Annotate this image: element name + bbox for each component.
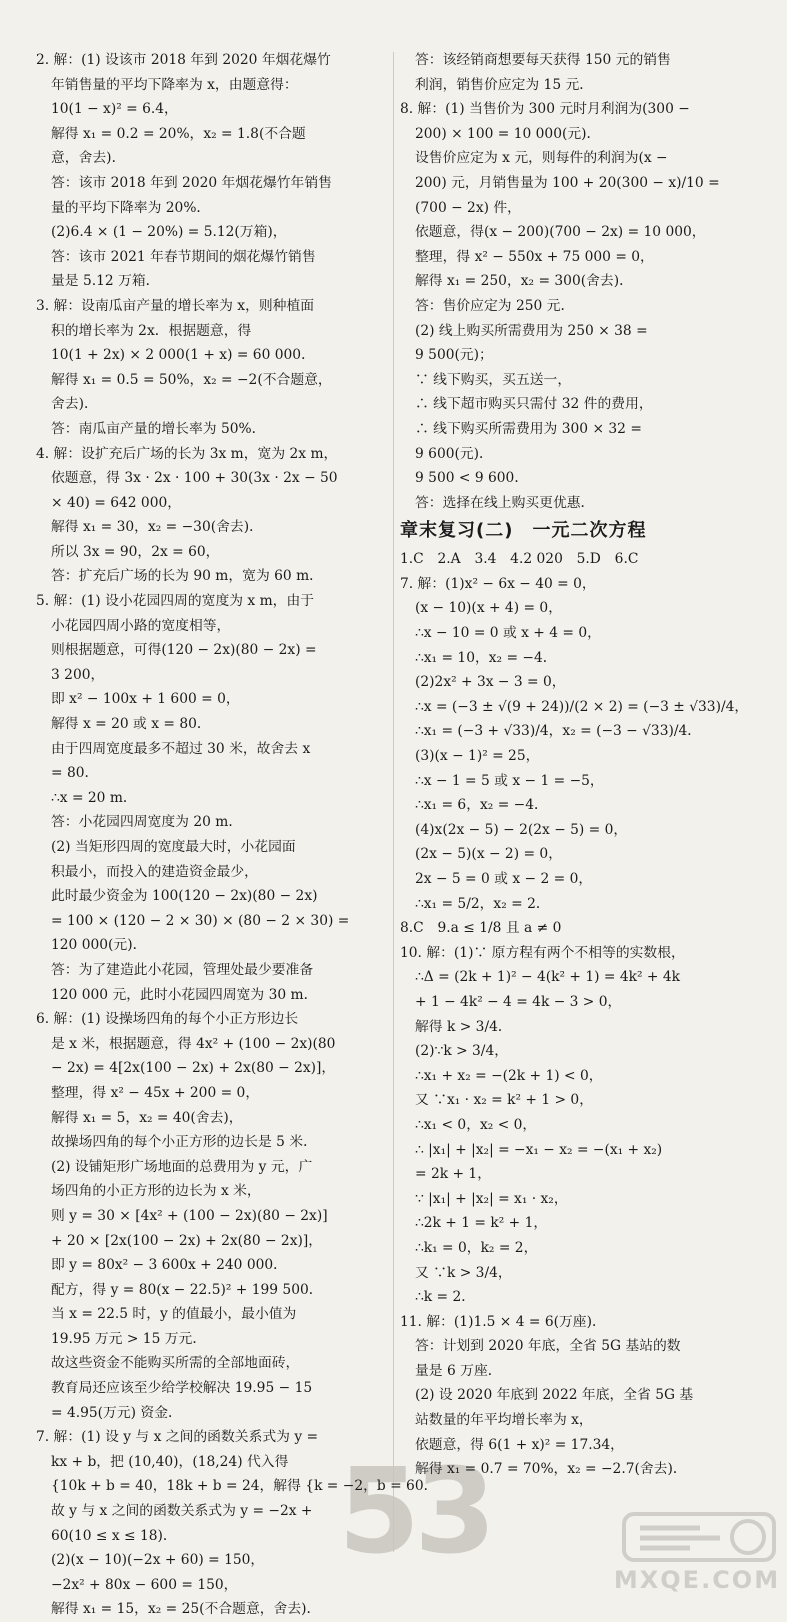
text-line: 量是 6 万座． bbox=[415, 1362, 502, 1379]
text-line: (2)6.4 × (1 − 20%) = 5.12(万箱)， bbox=[51, 224, 287, 241]
text-line: 解得 x₁ = 30，x₂ = −30(舍去)． bbox=[51, 519, 263, 536]
text-line: kx + b，把 (10,40)，(18,24) 代入得 bbox=[51, 1453, 289, 1470]
text-line: 4. 解：设扩充后广场的长为 3x m，宽为 2x m， bbox=[36, 445, 338, 462]
text-line: 当 x = 22.5 时，y 的值最小，最小值为 bbox=[51, 1306, 297, 1323]
text-line: 解得 x₁ = 0.7 = 70%，x₂ = −2.7(舍去)． bbox=[415, 1461, 687, 1478]
text-line: ∴x₁ = 6，x₂ = −4． bbox=[415, 797, 548, 814]
text-line: 量是 5.12 万箱． bbox=[51, 273, 160, 290]
right-column bbox=[400, 48, 752, 1482]
text-line: ∴x − 1 = 5 或 x − 1 = −5， bbox=[415, 772, 604, 789]
text-line: 7. 解：(1) 设 y 与 x 之间的函数关系式为 y = bbox=[36, 1429, 319, 1446]
text-line: (700 − 2x) 件， bbox=[415, 199, 521, 216]
text-line: ∴x − 10 = 0 或 x + 4 = 0， bbox=[415, 625, 601, 642]
text-line: 设售价应定为 x 元，则每件的利润为(x − bbox=[415, 150, 668, 167]
text-line: 意，舍去)． bbox=[51, 150, 126, 167]
text-line: 3. 解：设南瓜亩产量的增长率为 x，则种植面 bbox=[36, 297, 315, 314]
text-line: + 1 − 4k² − 4 = 4k − 3 > 0， bbox=[415, 993, 622, 1010]
text-line: 答：该市 2018 年到 2020 年烟花爆竹年销售 bbox=[51, 174, 332, 191]
text-line: (2) 线上购买所需费用为 250 × 38 = bbox=[415, 322, 648, 339]
text-line: 依题意，得 6(1 + x)² = 17.34， bbox=[415, 1436, 624, 1453]
text-line: (2)∵k > 3/4， bbox=[415, 1043, 509, 1060]
text-line: ∴x₁ < 0，x₂ < 0， bbox=[415, 1116, 537, 1133]
text-line: 10. 解：(1)∵ 原方程有两个不相等的实数根， bbox=[400, 944, 685, 961]
text-line: 6. 解：(1) 设操场四角的每个小正方形边长 bbox=[36, 1011, 299, 1028]
text-line: 10(1 − x)² = 6.4， bbox=[51, 101, 178, 118]
text-line: ∴ |x₁| + |x₂| = −x₁ − x₂ = −(x₁ + x₂) bbox=[415, 1141, 663, 1158]
text-line: ∴x = (−3 ± √(9 + 24))/(2 × 2) = (−3 ± √33)/4， bbox=[415, 698, 749, 715]
text-line: 积的增长率为 2x．根据题意，得 bbox=[51, 322, 252, 339]
text-line: ∴ 线下购买所需费用为 300 × 32 = bbox=[415, 420, 642, 437]
text-line: ∵ |x₁| + |x₂| = x₁ · x₂， bbox=[415, 1190, 568, 1207]
text-line: 解得 x₁ = 0.2 = 20%，x₂ = 1.8(不合题 bbox=[51, 125, 306, 142]
text-line: 依题意，得 3x · 2x · 100 + 30(3x · 2x − 50 bbox=[51, 470, 338, 487]
text-line: 8.C 9.a ≤ 1/8 且 a ≠ 0 bbox=[400, 920, 562, 937]
text-line: 答：计划到 2020 年底，全省 5G 基站的数 bbox=[415, 1338, 681, 1355]
watermark-logo-icon bbox=[620, 1508, 780, 1566]
text-line: 120 000(元)． bbox=[51, 937, 147, 954]
text-line: 依题意，得(x − 200)(700 − 2x) = 10 000， bbox=[415, 224, 706, 241]
text-line: 此时最少资金为 100(120 − 2x)(80 − 2x) bbox=[51, 888, 318, 905]
text-line: 1.C 2.A 3.4 4.2 020 5.D 6.C bbox=[400, 551, 639, 568]
text-line: ∴x₁ = 5/2，x₂ = 2． bbox=[415, 895, 550, 912]
text-line: 小花园四周小路的宽度相等， bbox=[51, 617, 231, 634]
text-line: 解得 x = 20 或 x = 80． bbox=[51, 716, 211, 733]
text-line: 答：小花园四周宽度为 20 m． bbox=[51, 814, 243, 831]
text-line: = 80． bbox=[51, 765, 99, 782]
text-line: 站数量的年平均增长率为 x， bbox=[415, 1412, 593, 1429]
text-line: 配方，得 y = 80(x − 22.5)² + 199 500． bbox=[51, 1281, 323, 1298]
text-line: 2. 解：(1) 设该市 2018 年到 2020 年烟花爆竹 bbox=[36, 52, 331, 68]
watermark bbox=[612, 1508, 782, 1596]
text-line: 答：扩充后广场的长为 90 m，宽为 60 m． bbox=[51, 568, 323, 585]
text-line: (3)(x − 1)² = 25， bbox=[415, 748, 540, 765]
text-line: 200) 元，月销售量为 100 + 20(300 − x)/10 = bbox=[415, 174, 720, 191]
right-answers-continued bbox=[400, 48, 752, 515]
text-line: 答：该市 2021 年春节期间的烟花爆竹销售 bbox=[51, 248, 316, 265]
text-line: 即 x² − 100x + 1 600 = 0， bbox=[51, 691, 240, 708]
text-line: 9 600(元)． bbox=[415, 445, 493, 462]
text-line: (2) 设 2020 年底到 2022 年底，全省 5G 基 bbox=[415, 1387, 694, 1404]
text-line: 9 500 < 9 600． bbox=[415, 470, 529, 487]
text-line: 8. 解：(1) 当售价为 300 元时月利润为(300 − bbox=[400, 101, 690, 118]
text-line: 场四角的小正方形的边长为 x 米， bbox=[51, 1183, 261, 1200]
chapter-review-answers bbox=[400, 547, 752, 1482]
text-line: 由于四周宽度最多不超过 30 米，故舍去 x bbox=[51, 740, 311, 757]
text-line: 200) × 100 = 10 000(元)． bbox=[415, 125, 601, 142]
text-line: 7. 解：(1)x² − 6x − 40 = 0， bbox=[400, 575, 596, 592]
text-line: 又 ∵x₁ · x₂ = k² + 1 > 0， bbox=[415, 1092, 593, 1109]
text-line: 答：选择在线上购买更优惠． bbox=[415, 494, 595, 511]
text-line: −2x² + 80x − 600 = 150， bbox=[51, 1576, 238, 1593]
text-line: = 100 × (120 − 2 × 30) × (80 − 2 × 30) = bbox=[51, 912, 350, 929]
text-line: ∴x₁ = 10，x₂ = −4． bbox=[415, 649, 557, 666]
text-line: 解得 k > 3/4． bbox=[415, 1018, 512, 1035]
text-line: 解得 x₁ = 0.5 = 50%，x₂ = −2(不合题意， bbox=[51, 371, 332, 388]
text-line: ∴Δ = (2k + 1)² − 4(k² + 1) = 4k² + 4k bbox=[415, 969, 680, 986]
text-line: ∴k₁ = 0，k₂ = 2， bbox=[415, 1239, 538, 1256]
text-line: 答：南瓜亩产量的增长率为 50%． bbox=[51, 420, 266, 437]
text-line: (2) 当矩形四周的宽度最大时，小花园面 bbox=[51, 839, 296, 855]
text-line: 故操场四角的每个小正方形的边长是 5 米． bbox=[51, 1134, 317, 1151]
text-line: 19.95 万元 > 15 万元． bbox=[51, 1330, 207, 1347]
text-line: ∴x₁ = (−3 + √33)/4，x₂ = (−3 − √33)/4． bbox=[415, 723, 702, 740]
text-line: × 40) = 642 000， bbox=[51, 494, 182, 511]
text-line: (x − 10)(x + 4) = 0， bbox=[415, 600, 562, 617]
text-line: 答：该经销商想要每天获得 150 元的销售 bbox=[415, 52, 671, 68]
text-line: 量的平均下降率为 20%． bbox=[51, 199, 211, 216]
text-line: 积最小，而投入的建造资金最少， bbox=[51, 863, 258, 880]
text-line: 则 y = 30 × [4x² + (100 − 2x)(80 − 2x)] bbox=[51, 1207, 328, 1224]
text-line: ∴x = 20 m． bbox=[51, 789, 137, 806]
text-line: (2) 设铺矩形广场地面的总费用为 y 元，广 bbox=[51, 1158, 313, 1175]
text-line: 教育局还应该至少给学校解决 19.95 − 15 bbox=[51, 1380, 313, 1397]
text-line: 是 x 米，根据题意，得 4x² + (100 − 2x)(80 bbox=[51, 1035, 336, 1052]
watermark-text: MXQE.COM bbox=[613, 1566, 781, 1594]
text-line: 11. 解：(1)1.5 × 4 = 6(万座)． bbox=[400, 1313, 606, 1330]
text-line: 舍去)． bbox=[51, 396, 98, 413]
text-line: 120 000 元，此时小花园四周宽为 30 m． bbox=[51, 986, 318, 1003]
text-line: 整理，得 x² − 550x + 75 000 = 0， bbox=[415, 248, 654, 265]
text-line: 解得 x₁ = 5，x₂ = 40(舍去)， bbox=[51, 1109, 243, 1126]
text-line: 又 ∵k > 3/4， bbox=[415, 1264, 512, 1281]
text-line: ∴x₁ + x₂ = −(2k + 1) < 0， bbox=[415, 1067, 603, 1084]
text-line: 所以 3x = 90，2x = 60， bbox=[51, 543, 220, 560]
section-title: 章末复习(二) 一元二次方程 bbox=[400, 520, 647, 542]
text-line: 利润，销售价应定为 15 元． bbox=[415, 76, 594, 93]
column-divider bbox=[393, 52, 394, 1552]
text-line: 即 y = 80x² − 3 600x + 240 000． bbox=[51, 1257, 287, 1274]
text-line: 解得 x₁ = 15，x₂ = 25(不合题意，舍去)． bbox=[51, 1601, 321, 1618]
text-line: 2x − 5 = 0 或 x − 2 = 0， bbox=[415, 871, 593, 887]
text-line: 5. 解：(1) 设小花园四周的宽度为 x m，由于 bbox=[36, 593, 315, 610]
text-line: ∴ 线下超市购买只需付 32 件的费用， bbox=[415, 396, 653, 413]
page-number: 53 bbox=[338, 1442, 491, 1580]
text-line: 整理，得 x² − 45x + 200 = 0， bbox=[51, 1084, 260, 1101]
text-line: = 2k + 1， bbox=[415, 1166, 491, 1183]
text-line: (2)(x − 10)(−2x + 60) = 150， bbox=[51, 1552, 265, 1569]
text-line: 9 500(元)； bbox=[415, 347, 493, 364]
text-line: + 20 × [2x(100 − 2x) + 2x(80 − 2x)]， bbox=[51, 1232, 323, 1249]
text-line: 答：售价应定为 250 元． bbox=[415, 297, 575, 314]
text-line: 故这些资金不能购买所需的全部地面砖， bbox=[51, 1355, 300, 1372]
text-line: (2x − 5)(x − 2) = 0， bbox=[415, 846, 562, 863]
text-line: ∵ 线下购买，买五送一， bbox=[415, 371, 572, 388]
text-line: 则根据题意，可得(120 − 2x)(80 − 2x) = bbox=[51, 642, 317, 659]
text-line: 60(10 ≤ x ≤ 18)． bbox=[51, 1527, 177, 1544]
text-line: = 4.95(万元) 资金． bbox=[51, 1404, 182, 1421]
text-line: 故 y 与 x 之间的函数关系式为 y = −2x + bbox=[51, 1503, 313, 1520]
text-line: {10k + b = 40，18k + b = 24，解得 {k = −2，b = 60． bbox=[51, 1478, 438, 1495]
text-line: (2)2x² + 3x − 3 = 0， bbox=[415, 674, 566, 691]
text-line: 3 200， bbox=[51, 666, 105, 683]
text-line: 解得 x₁ = 250，x₂ = 300(舍去)． bbox=[415, 273, 633, 290]
text-line: ∴k = 2． bbox=[415, 1289, 476, 1306]
text-line: 答：为了建造此小花园，管理处最少要准备 bbox=[51, 961, 314, 978]
text-line: (4)x(2x − 5) − 2(2x − 5) = 0， bbox=[415, 821, 628, 838]
text-line: 年销售量的平均下降率为 x，由题意得： bbox=[51, 76, 298, 93]
text-line: ∴2k + 1 = k² + 1， bbox=[415, 1215, 548, 1232]
text-line: − 2x) = 4[2x(100 − 2x) + 2x(80 − 2x)]， bbox=[51, 1060, 336, 1077]
text-line: 10(1 + 2x) × 2 000(1 + x) = 60 000． bbox=[51, 347, 315, 364]
